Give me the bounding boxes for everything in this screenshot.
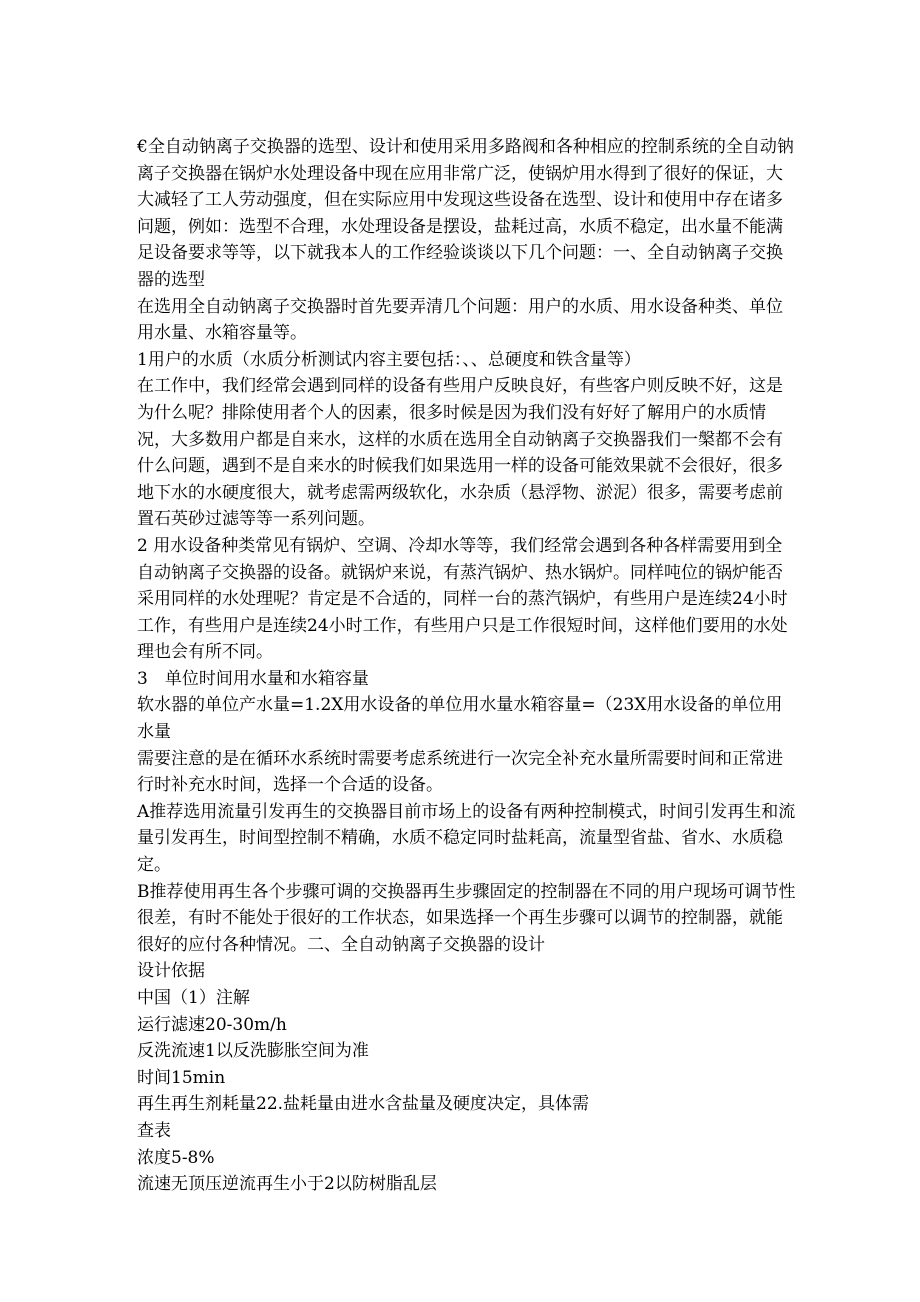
water-quality-heading: 1用户的水质（水质分析测试内容主要包括：、、总硬度和铁含量等） (137, 349, 641, 370)
lookup-table-line: 查表 (137, 1120, 171, 1141)
water-quality-paragraph: 在工作中，我们经常会遇到同样的设备有些用户反映良好，有些客户则反映不好，这是为什么呢？排除使用者个人的因素，很多时候是因为我们没有好好了解用户的水质情况，大多数用户都是自来水，这样的水质在选用全自动钠离子交换器我们一槃都不会有什么问题，遇到不是自来水的时候我们如果选用一样的设备可能效果就不会很好，很多地下水的水硬度很大，就考虑需两级软化，水杂质（悬浮物、淤泥）很多，需要考虑前置石英砂过滤等等一系列问题。 (137, 376, 783, 530)
flow-speed-line: 流速无顶压逆流再生小于2以防树脂乱层 (137, 1174, 437, 1195)
recommendation-a-paragraph: A推荐选用流量引发再生的交换器目前市场上的设备有两种控制模式，时间引发再生和流量引发再生，时间型控制不精确，水质不稳定同时盐耗高，流量型省盐、省水、水质稳定。 (137, 801, 796, 876)
equipment-type-paragraph: 2 用水设备种类常见有锅炉、空调、冷却水等等，我们经常会遇到各种各样需要用到全自动钠离子交换器的设备。就锅炉来说，有蒸汽锅炉、热水锅炉。同样吨位的锅炉能否采用同样的水处理呢？肯定是不合适的，同样一台的蒸汽锅炉，有些用户是连续24小时工作，有些用户是连续24小时工作，有些用户只是工作很短时间，这样他们要用的水处理也会有所不同。 (137, 535, 788, 663)
design-basis-line: 设计依据 (137, 961, 205, 982)
time-line: 时间15min (137, 1067, 226, 1088)
regenerant-consumption-line: 再生再生剂耗量22.盐耗量由进水含盐量及硬度决定，具体需 (137, 1094, 590, 1115)
softener-output-formula: 软水器的单位产水量=1.2X用水设备的单位用水量水箱容量=（23X用水设备的单位用水量 (137, 695, 783, 743)
selection-questions-paragraph: 在选用全自动钠离子交换器时首先要弄清几个问题：用户的水质、用水设备种类、单位用水量、水箱容量等。 (137, 296, 783, 344)
annotation-line: 中国（1）注解 (137, 988, 250, 1008)
water-volume-heading: 3 单位时间用水量和水箱容量 (137, 668, 369, 689)
recommendation-b-paragraph: B推荐使用再生各个步骤可调的交换器再生步骤固定的控制器在不同的用户现场可调节性很差，有时不能处于很好的工作状态，如果选择一个再生步骤可以调节的控制器，就能很好的应付各种情况。二、全自动钠离子交换器的设计 (137, 881, 796, 955)
circulation-note-paragraph: 需要注意的是在循环水系统时需要考虑系统进行一次完全补充水量所需要时间和正常进行时补充水时间，选择一个合适的设备。 (137, 748, 783, 796)
document-body (137, 134, 797, 1198)
intro-paragraph: €全自动钠离子交换器的选型、设计和使用采用多路阀和各种相应的控制系统的全自动钠离子交换器在锅炉水处理设备中现在应用非常广泛，使锅炉用水得到了很好的保证，大大减轻了工人劳动强度，但在实际应用中发现这些设备在选型、设计和使用中存在诸多问题，例如：选型不合理，水处理设备是摆设，盐耗过高，水质不稳定，出水量不能满足设备要求等等，以下就我本人的工作经验谈谈以下几个问题：一、全自动钠离子交换器的选型 (137, 137, 794, 290)
concentration-line: 浓度5-8% (137, 1147, 215, 1168)
filter-speed-line: 运行滤速20-30m/h (137, 1014, 287, 1035)
backwash-speed-line: 反洗流速1以反洗膨胀空间为准 (137, 1041, 369, 1062)
